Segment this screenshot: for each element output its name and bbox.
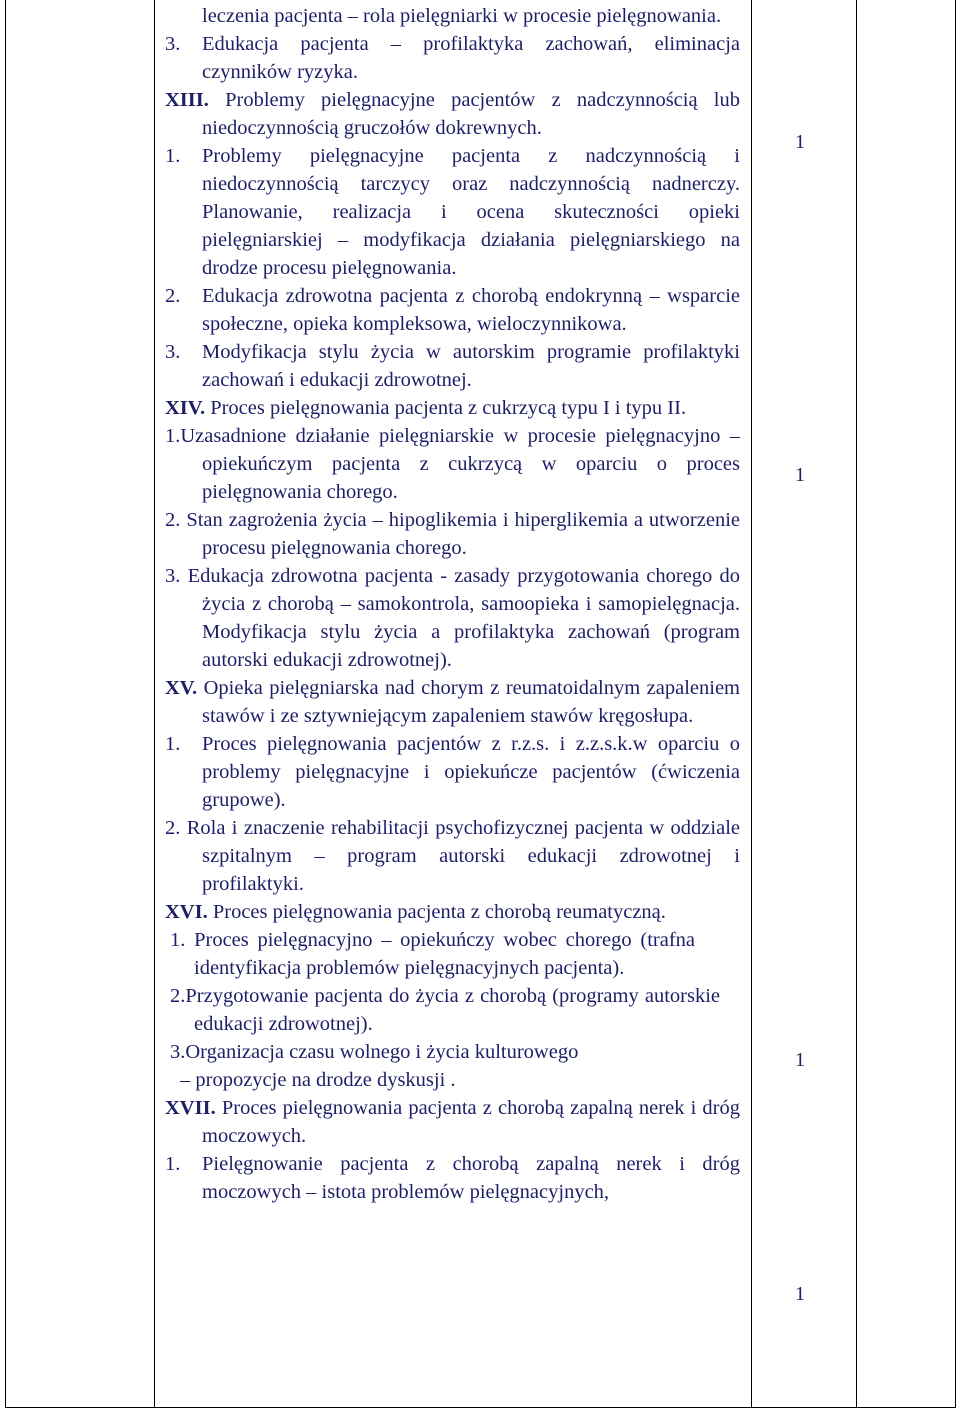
list-item: 3. Edukacja zdrowotna pacjenta - zasady przygotowania chorego do życia z chorobą – samokontrola, samoopieka i samopielęgnacja. Modyfikacja stylu życia a profilaktyka zachowań (program autorski edukacji zdrowotnej). <box>165 565 740 671</box>
section-heading: XVI. Proces pielęgnowania pacjenta z chorobą reumatyczną. <box>165 901 666 923</box>
hours-value: 1 <box>794 131 806 153</box>
list-item: leczenia pacjenta – rola pielęgniarki w procesie pielęgnowania. <box>202 5 722 27</box>
table-column-divider <box>856 0 857 1407</box>
list-item: 2.Przygotowanie pacjenta do życia z chorobą (programy autorskie edukacji zdrowotnej). <box>170 985 720 1035</box>
table-border-right <box>955 0 956 1407</box>
syllabus-content <box>165 2 740 1206</box>
list-item: 1. Problemy pielęgnacyjne pacjenta z nadczynnością i niedoczynnością tarczycy oraz nadczynnością nadnerczy. Planowanie, realizacja i ocena skuteczności opieki pielęgniarskiej – modyfikacja działania pielęgniarskiego na drodze procesu pielęgnowania. <box>165 145 740 279</box>
list-item: 1.Uzasadnione działanie pielęgniarskie w procesie pielęgnacyjno – opiekuńczym pacjenta z cukrzycą w oparciu o proces pielęgnowania chorego. <box>165 425 740 503</box>
list-item: 3.Organizacja czasu wolnego i życia kulturowego <box>170 1041 579 1063</box>
list-item: 2. Edukacja zdrowotna pacjenta z chorobą endokrynną – wsparcie społeczne, opieka kompleksowa, wieloczynnikowa. <box>165 285 740 335</box>
table-border-bottom <box>5 1407 956 1408</box>
section-heading: XV. Opieka pielęgniarska nad chorym z reumatoidalnym zapaleniem stawów i ze sztywniejącym zapaleniem stawów kręgosłupa. <box>165 677 740 727</box>
list-item: 1. Pielęgnowanie pacjenta z chorobą zapalną nerek i dróg moczowych – istota problemów pielęgnacyjnych, <box>165 1153 740 1203</box>
list-item: 3. Edukacja pacjenta – profilaktyka zachowań, eliminacja czynników ryzyka. <box>165 33 740 83</box>
list-item: 2. Rola i znaczenie rehabilitacji psychofizycznej pacjenta w oddziale szpitalnym – program autorski edukacji zdrowotnej i profilaktyki. <box>165 817 740 895</box>
list-item: 1. Proces pielęgnacyjno – opiekuńczy wobec chorego (trafna identyfikacja problemów pielęgnacyjnych pacjenta). <box>170 929 695 979</box>
hours-value: 1 <box>794 1049 806 1071</box>
section-heading: XVII. Proces pielęgnowania pacjenta z chorobą zapalną nerek i dróg moczowych. <box>165 1097 740 1147</box>
section-heading: XIV. Proces pielęgnowania pacjenta z cukrzycą typu I i typu II. <box>165 397 687 419</box>
table-border-left <box>5 0 6 1407</box>
hours-value: 1 <box>794 464 806 486</box>
list-item: 3. Modyfikacja stylu życia w autorskim programie profilaktyki zachowań i edukacji zdrowotnej. <box>165 341 740 391</box>
list-item: 2. Stan zagrożenia życia – hipoglikemia i hiperglikemia a utworzenie procesu pielęgnowania chorego. <box>165 509 740 559</box>
list-item-continuation: – propozycje na drodze dyskusji . <box>180 1069 456 1091</box>
section-heading: XIII. Problemy pielęgnacyjne pacjentów z nadczynnością lub niedoczynnością gruczołów dokrewnych. <box>165 89 740 139</box>
table-column-divider <box>154 0 155 1407</box>
table-column-divider <box>751 0 752 1407</box>
list-item: 1. Proces pielęgnowania pacjentów z r.z.s. i z.z.s.k.w oparciu o problemy pielęgnacyjne i opiekuńcze pacjentów (ćwiczenia grupowe). <box>165 733 740 811</box>
hours-value: 1 <box>794 1283 806 1305</box>
